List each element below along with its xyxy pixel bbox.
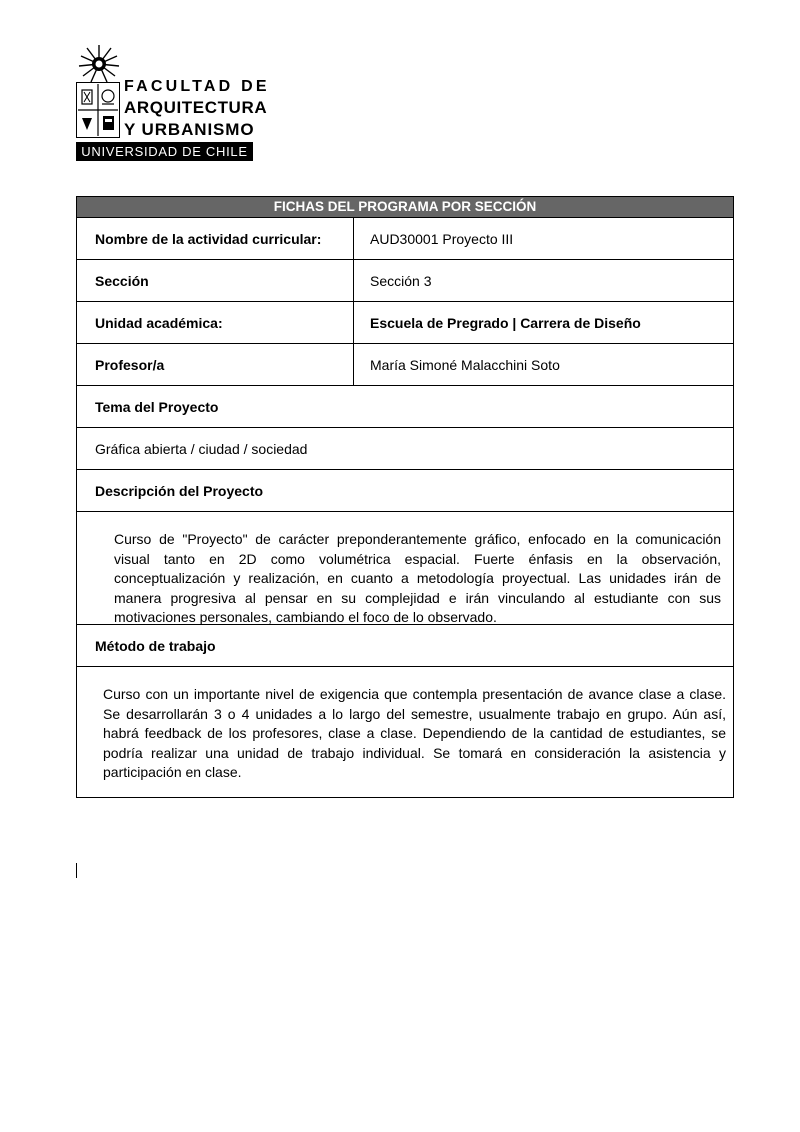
shield-emblem-icon: [76, 82, 120, 180]
faculty-logo: [76, 44, 270, 162]
text-cursor-mark: [76, 863, 77, 878]
sun-emblem-icon: [78, 44, 120, 84]
logo-urbanismo-line: Y URBANISMO: [124, 120, 255, 139]
logo-arquitectura-line: ARQUITECTURA: [124, 98, 268, 117]
course-name-label: Nombre de la actividad curricular:: [77, 218, 354, 259]
professor-label: Profesor/a: [77, 344, 354, 385]
table-row: [77, 260, 733, 302]
table-row: [77, 302, 733, 344]
table-row: [77, 218, 733, 260]
project-description-label: Descripción del Proyecto: [77, 470, 733, 512]
professor-value: María Simoné Malacchini Soto: [370, 356, 560, 373]
logo-university-banner: UNIVERSIDAD DE CHILE: [76, 142, 253, 161]
table-row: [77, 344, 733, 386]
project-theme-label: Tema del Proyecto: [77, 386, 733, 428]
academic-unit-value: Escuela de Pregrado | Carrera de Diseño: [370, 314, 641, 331]
project-description-text: Curso de "Proyecto" de carácter preponderantemente gráfico, enfocado en la comunicación visual tanto en 2D como volumétrica espacial. Fuerte énfasis en la observación, conceptualización y realización, en cuanto a metodología proyectual. Las unidades irán de manera progresiva al pensar en su complejidad e irán vinculando al estudiante con sus motivaciones personales, cambiando el foco de lo observado.: [77, 512, 733, 625]
work-method-text: Curso con un importante nivel de exigencia que contempla presentación de avance clase a clase. Se desarrollarán 3 o 4 unidades a lo largo del semestre, usualmente trabajo en grupo. Aún así, habrá feedback de los profesores, clase a clase. Dependiendo de la cantidad de estudiantes, se podría realizar una unidad de trabajo individual. Se tomará en consideración la asistencia y participación en clase.: [103, 686, 726, 780]
form-title: FICHAS DEL PROGRAMA POR SECCIÓN: [77, 197, 733, 218]
academic-unit-label: Unidad académica:: [77, 302, 354, 343]
course-name-value: AUD30001 Proyecto III: [370, 230, 514, 247]
logo-faculty-line: FACULTAD DE: [124, 78, 270, 95]
project-theme-value: Gráfica abierta / ciudad / sociedad: [77, 428, 733, 470]
program-form-table: [76, 196, 734, 798]
section-label: Sección: [77, 260, 354, 301]
section-value: Sección 3: [370, 272, 432, 289]
work-method-label: Método de trabajo: [77, 625, 733, 667]
